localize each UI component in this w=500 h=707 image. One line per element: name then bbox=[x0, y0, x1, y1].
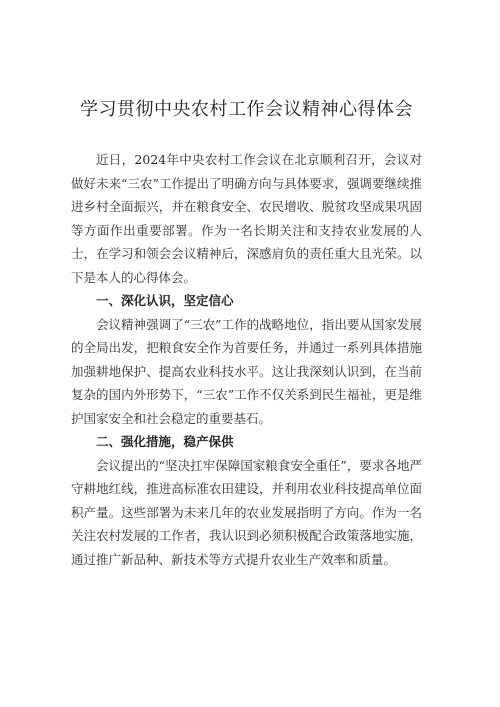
section-heading-2: 二、强化措施，稳产保供 bbox=[96, 434, 234, 449]
document-body bbox=[71, 148, 422, 571]
section-paragraph-2: 会议提出的“坚决扛牢保障国家粮食安全重任”，要求各地严守耕地红线，推进高标准农田建设，并利用农业科技提高单位面积产量。这些部署为未来几年的农业发展指明了方向。作为一名关注农村发展的工作者，我认识到必须积极配合政策落地实施，通过推广新品种、新技术等方式提升农业生产效率和质量。 bbox=[71, 457, 422, 567]
document-title: 学习贯彻中央农村工作会议精神心得体会 bbox=[80, 99, 413, 120]
section-heading-1: 一、深化认识，坚定信心 bbox=[96, 293, 234, 308]
section-paragraph-1: 会议精神强调了“三农”工作的战略地位，指出要从国家发展的全局出发，把粮食安全作为首要任务，并通过一系列具体措施加强耕地保护、提高农业科技水平。这让我深刻认识到，在当前复杂的国内外形势下，“三农”工作不仅关系到民生福祉，更是维护国家安全和社会稳定的重要基石。 bbox=[71, 316, 422, 426]
intro-paragraph: 近日，2024年中央农村工作会议在北京顺利召开，会议对做好未来“三农”工作提出了明确方向与具体要求，强调要继续推进乡村全面振兴，并在粮食安全、农民增收、脱贫攻坚成果巩固等方面作出重要部署。作为一名长期关注和支持农业发展的人士，在学习和领会会议精神后，深感肩负的责任重大且光荣。以下是本人的心得体会。 bbox=[71, 152, 422, 285]
